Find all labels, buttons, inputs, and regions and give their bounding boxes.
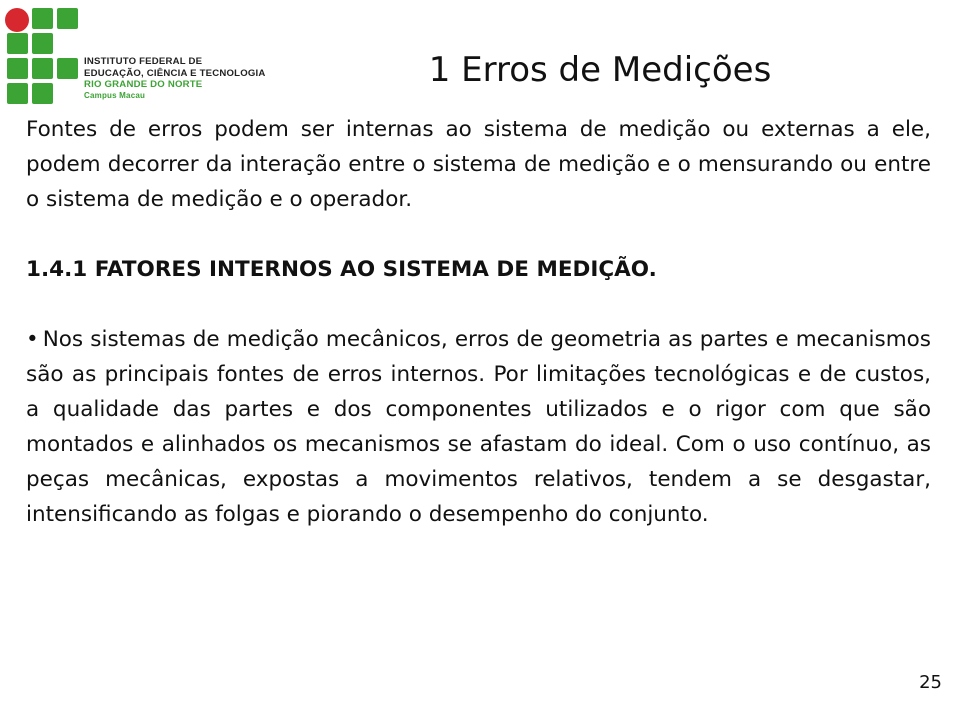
logo-square bbox=[32, 58, 53, 79]
logo-grid-icon bbox=[4, 6, 80, 106]
page-number: 25 bbox=[919, 672, 942, 693]
logo-square bbox=[57, 8, 78, 29]
bullet-icon: • bbox=[26, 327, 39, 352]
logo-square bbox=[32, 33, 53, 54]
logo-line-4: Campus Macau bbox=[84, 90, 146, 100]
bullet-paragraph bbox=[26, 322, 931, 532]
logo-red-dot bbox=[5, 8, 29, 32]
bullet-text: Nos sistemas de medição mecânicos, erros de geometria as partes e mecanismos são as principais fontes de erros internos. Por limitações tecnológicas e de custos, a qualidade das partes e dos componentes utilizados e o rigor com que são montados e alinhados os mecanismos se afastam do ideal. Com o uso contínuo, as peças mecânicas, expostas a movimentos relativos, tendem a se desgastar, intensificando as folgas e piorando o desempenho do conjunto. bbox=[26, 327, 931, 527]
intro-paragraph: Fontes de erros podem ser internas ao sistema de medição ou externas a ele, podem decorrer da interação entre o sistema de medição e o mensurando ou entre o sistema de medição e o operador. bbox=[26, 117, 931, 212]
logo-line-1: INSTITUTO FEDERAL DE bbox=[84, 56, 203, 67]
logo-line-3: RIO GRANDE DO NORTE bbox=[84, 79, 203, 90]
slide-title: 1 Erros de Medições bbox=[428, 50, 772, 90]
logo-line-2: EDUCAÇÃO, CIÊNCIA E TECNOLOGIA bbox=[84, 67, 266, 79]
logo-square bbox=[7, 33, 28, 54]
logo-square bbox=[32, 83, 53, 104]
slide-content bbox=[26, 112, 931, 532]
logo-square bbox=[7, 58, 28, 79]
section-heading: 1.4.1 FATORES INTERNOS AO SISTEMA DE MEDIÇÃO. bbox=[26, 257, 657, 282]
logo-square bbox=[7, 83, 28, 104]
logo-square bbox=[57, 58, 78, 79]
logo-text bbox=[84, 56, 304, 101]
logo-square bbox=[32, 8, 53, 29]
institution-logo bbox=[4, 6, 304, 106]
